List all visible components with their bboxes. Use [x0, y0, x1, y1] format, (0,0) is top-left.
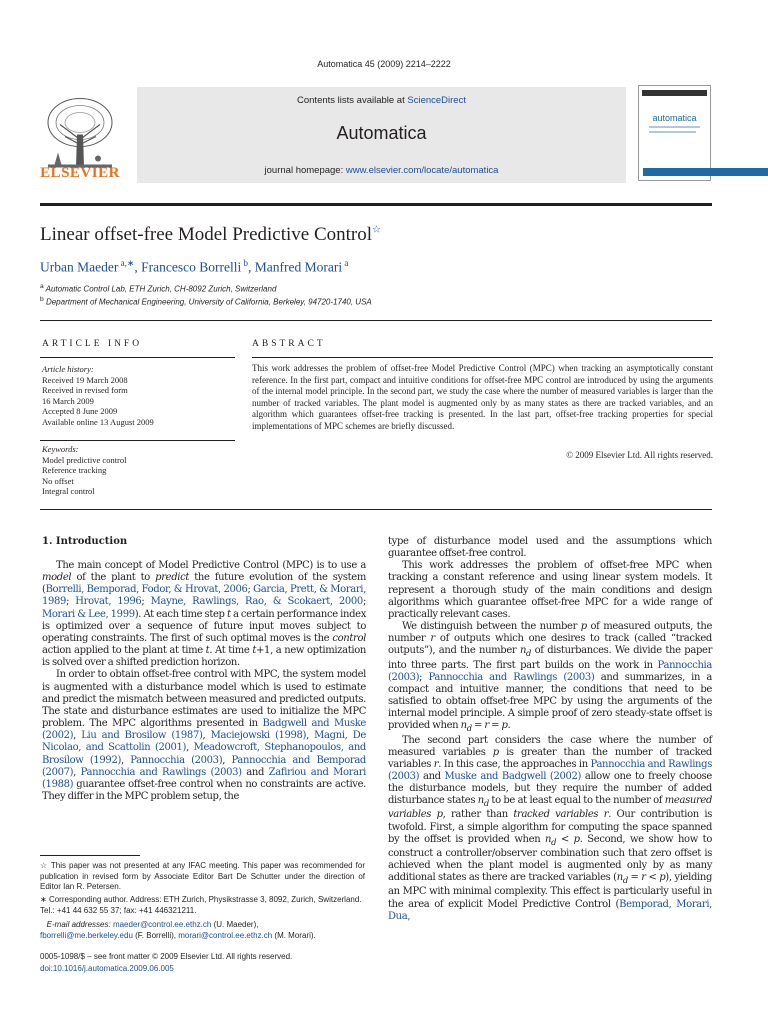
- email-link[interactable]: fborrelli@me.berkeley.edu: [40, 930, 133, 940]
- article-info-rule: [40, 357, 235, 358]
- journal-title: Automatica: [336, 123, 427, 143]
- keywords-block: [42, 444, 127, 497]
- article-info-divider: [40, 440, 235, 441]
- section-heading-introduction: 1. Introduction: [42, 536, 128, 547]
- keyword: Model predictive control: [42, 454, 127, 465]
- author-affil-mark: a: [344, 258, 349, 268]
- journal-homepage-link[interactable]: www.elsevier.com/locate/automatica: [345, 165, 499, 176]
- doi-text[interactable]: doi:10.1016/j.automatica.2009.06.005: [40, 964, 174, 973]
- sciencedirect-link[interactable]: ScienceDirect: [407, 95, 466, 106]
- homepage-line: [137, 165, 626, 176]
- email-link[interactable]: maeder@control.ee.ethz.ch: [112, 920, 212, 929]
- affiliation: [40, 296, 372, 307]
- email-owner: (M. Morari).: [272, 930, 316, 940]
- affiliation-mark: a: [40, 283, 44, 290]
- publisher-name: ELSEVIER: [40, 165, 120, 181]
- history-item: 16 March 2009: [42, 395, 94, 406]
- keyword: Integral control: [42, 486, 95, 497]
- author-list: Urban Maeder $^{a,∗}$, Francesco Borrelli $^b$, Manfred Morari $^a$: [40, 258, 349, 275]
- history-label: Article history:: [42, 364, 94, 374]
- email-owner: (F. Borrelli),: [132, 930, 179, 940]
- keywords-label: Keywords:: [42, 444, 79, 454]
- footnote-rule: [40, 855, 140, 856]
- footnote-star: [40, 861, 365, 893]
- history-item: Received 19 March 2008: [42, 374, 128, 385]
- footnote-star-mark: ☆: [40, 861, 48, 870]
- intro-left-column: [42, 560, 366, 803]
- article-history: [42, 364, 154, 428]
- intro-paragraph: In order to obtain offset-free control with MPC, the system model is augmented with a disturbance model which is used to estimate and predict the mismatch between measured and predicted outputs. The state and disturbance estimates are used to initialize the MPC problem. The MPC algorithms presented in Badgwell and Muske (2002), Liu and Brosilow (1987), Maciejowski (1998), Magni, De Nicolao, and Scattolin (2001), Meadowcroft, Stephanopoulos, and Brosilow (1992), Pannocchia (2003), Pannocchia and Bemporad (2007), Pannocchia and Rawlings (2003) and Zafiriou and Morari (1988) guarantee offset-free control when no constraints are active. They differ in the MPC problem setup, the: [42, 669, 367, 802]
- paper-title: [40, 224, 381, 246]
- affiliation: [40, 283, 276, 294]
- email-label: E-mail addresses:: [46, 920, 111, 929]
- intro-paragraph: The second part considers the case where the number of measured variables p is greater than the number of tracked variables r. In this case, the approaches in Pannocchia and Rawlings (2003) and Muske and Badgwell (2002) allow one to freely choose the disturbance models, but they require the number of added disturbance states $n_d$ to be at least equal to the number of measured variables p, rather than tracked variables r. Our contribution is twofold. First, a simple algorithm for computing the space spanned by the offset is provided when $n_d < p$. Second, we show how to construct a controller/observer combination such that zero offset is achieved when the plant model is augmented only by as many additional states as there are tracked variables $(n_d = r < p)$, yielding an MPC with minimal complexity. This effect is particularly useful in the area of explicit Model Predictive Control (Bemporad, Morari, Dua,: [388, 734, 713, 922]
- author-name[interactable]: Manfred Morari: [254, 259, 343, 275]
- contents-line: [137, 95, 626, 106]
- cover-footer-bar: [643, 168, 768, 176]
- cover-title: automatica: [652, 113, 697, 123]
- footnote-star-text: This paper was not presented at any IFAC meeting. This paper was recommended for publication in revised form by Associate Editor Bart De Schutter under the direction of Editor Ian R. Petersen.: [40, 861, 365, 891]
- footnote-emails: [40, 920, 365, 941]
- abstract-rule: [252, 357, 713, 358]
- journal-cover-thumbnail: [638, 85, 711, 181]
- author-affil-mark: a,∗: [120, 258, 135, 268]
- history-item: Accepted 8 June 2009: [42, 406, 118, 417]
- history-item: Received in revised form: [42, 385, 128, 396]
- intro-paragraph: This work addresses the problem of offset-free MPC when tracking a constant reference and using linear system models. It represent a thorough study of the main conditions and design algorithms which guarantee offset-free MPC for a wide range of practically relevant cases.: [388, 560, 712, 620]
- intro-paragraph: type of disturbance model used and the assumptions which guarantee offset-free control.: [388, 536, 712, 560]
- intro-paragraph: We distinguish between the number p of measured outputs, the number r of outputs which one desires to track (called “tracked outputs”), and the number $n_d$ of disturbances. We divide the paper into three parts. The first part builds on the work in Pannocchia (2003); Pannocchia and Rawlings (2003) and summarizes, in a compact and intuitive manner, the conditions that need to be satisfied to obtain offset-free MPC by using the arguments of the internal model principle. A simple proof of zero steady-state offset is provided when $n_d = r = p$.: [388, 621, 713, 734]
- abstract-copyright: © 2009 Elsevier Ltd. All rights reserved.: [566, 450, 713, 460]
- issn-line: 0005-1098/$ – see front matter © 2009 Elsevier Ltd. All rights reserved.: [40, 952, 293, 961]
- footnote-corresponding: ∗ Corresponding author. Address: ETH Zurich, Physikstrasse 3, 8092, Zurich, Switzerland. Tel.: +41 44 632 55 37; fax: +41 446321211.: [40, 895, 362, 915]
- homepage-prefix: journal homepage:: [264, 165, 346, 176]
- abstract-heading: ABSTRACT: [252, 339, 326, 349]
- cover-subtitle-line: [649, 126, 700, 128]
- email-owner: (U. Maeder),: [211, 920, 259, 929]
- abstract-text: This work addresses the problem of offset-free Model Predictive Control (MPC) when tracking an asymptotically constant reference. In the first part, compact and intuitive conditions for offset-free MPC control are introduced by using the arguments of the internal model principle. In the second part, we study the case where the number of measured variables is larger than the number of tracked variables. The plant model is augmented only by as many states as there are tracked variables, and an algorithm which guarantees offset-free tracking is presented. In the last part, offset-free tracking properties for special implementations of MPC schemes are briefly discussed.: [252, 363, 713, 431]
- abstract-bottom-rule: [40, 509, 712, 510]
- section-rule: [40, 320, 712, 321]
- header-rule: [40, 203, 712, 206]
- intro-right-column: [388, 536, 712, 923]
- contents-prefix: Contents lists available at: [297, 95, 408, 106]
- keyword: No offset: [42, 475, 74, 486]
- citation-line: Automatica 45 (2009) 2214–2222: [317, 59, 451, 69]
- keyword: Reference tracking: [42, 465, 107, 476]
- affiliation-mark: b: [40, 296, 44, 303]
- paper-title-text: Linear offset-free Model Predictive Control: [40, 224, 373, 245]
- author-name[interactable]: Urban Maeder: [40, 259, 119, 275]
- article-info-heading: ARTICLE INFO: [42, 339, 143, 349]
- intro-paragraph: The main concept of Model Predictive Control (MPC) is to use a model of the plant to predict the future evolution of the system (Borrelli, Bemporad, Fodor, & Hrovat, 2006; Garcia, Prett, & Morari, 1989; Hrovat, 1996; Mayne, Rawlings, Rao, & Scokaert, 2000; Morari & Lee, 1999). At each time step t a certain performance index is optimized over a sequence of future input moves subject to operating constraints. The first of such optimal moves is the control action applied to the plant at time t. At time t+1, a new optimization is solved over a shifted prediction horizon.: [42, 560, 367, 669]
- doi-link[interactable]: [40, 964, 365, 975]
- affiliation-text: Automatic Control Lab, ETH Zurich, CH-8092 Zurich, Switzerland: [45, 284, 277, 294]
- history-item: Available online 13 August 2009: [42, 416, 154, 427]
- cover-subtitle-line: [649, 131, 696, 133]
- cover-header-bar: [642, 90, 707, 96]
- email-link[interactable]: morari@control.ee.ethz.ch: [178, 930, 273, 940]
- affiliation-text: Department of Mechanical Engineering, University of California, Berkeley, 94720-1740, USA: [45, 297, 372, 307]
- footnote-corresponding-text: Corresponding author. Address: ETH Zurich, Physikstrasse 3, 8092, Zurich, Switzerland. Tel.: +41 44 632 55 37; fax: +41 446321211.: [40, 895, 362, 915]
- title-footnote-mark[interactable]: ☆: [372, 224, 382, 236]
- author-affil-mark: b: [243, 258, 248, 268]
- author-name[interactable]: Francesco Borrelli: [141, 259, 242, 275]
